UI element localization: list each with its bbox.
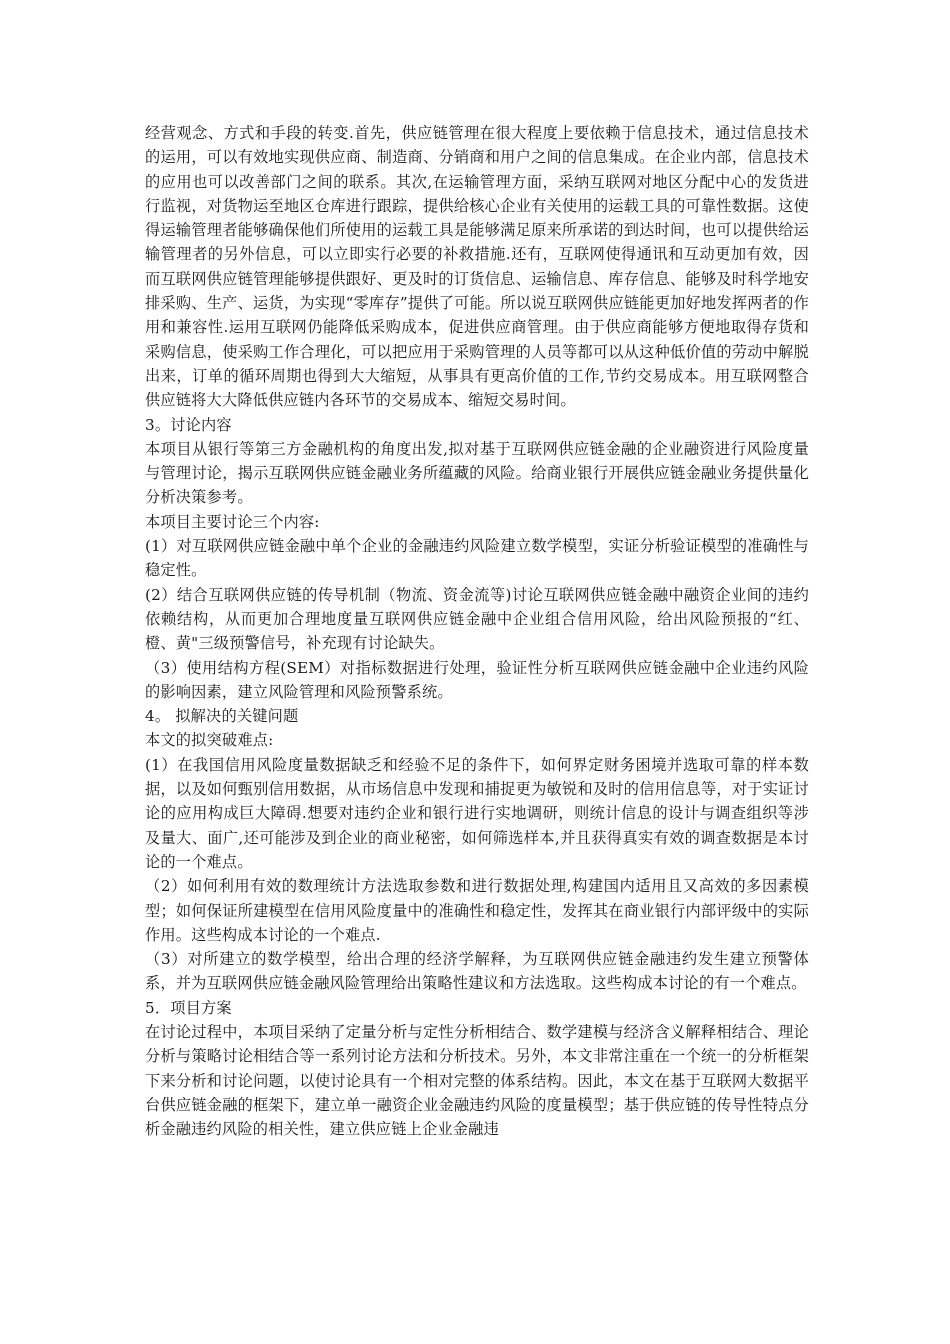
paragraph-difficulty-3: （3）对所建立的数学模型，给出合理的经济学解释，为互联网供应链金融违约发生建立预警体系，并为互联网供应链金融风险管理给出策略性建议和方法选取。这些构成本讨论的有一个难点。 [145,950,809,993]
paragraph-research-scope: 本项目从银行等第三方金融机构的角度出发,拟对基于互联网供应链金融的企业融资进行风险度量与管理讨论，揭示互联网供应链金融业务所蕴藏的风险。给商业银行开展供应链金融业务提供量化分析决策参考。 [145,439,809,507]
paragraph-internet-supply-chain-benefits: 经营观念、方式和手段的转变.首先，供应链管理在很大程度上要依赖于信息技术，通过信息技术的运用，可以有效地实现供应商、制造商、分销商和用户之间的信息集成。在企业内部，信息技术的应用也可以改善部门之间的联系。其次,在运输管理方面，采纳互联网对地区分配中心的发货进行监视，对货物运至地区仓库进行跟踪，提供给核心企业有关使用的运载工具的可靠性数据。这使得运输管理者能够确保他们所使用的运载工具是能够满足原来所承诺的到达时间，也可以提供给运输管理者的另外信息，可以立即实行必要的补救措施.还有，互联网使得通讯和互动更加有效，因而互联网供应链管理能够提供跟好、更及时的订货信息、运输信息、库存信息、能够及时科学地安排采购、生产、运货，为实现“零库存”提供了可能。所以说互联网供应链能更加好地发挥两者的作用和兼容性.运用互联网仍能降低采购成本，促进供应商管理。由于供应商能够方便地取得存货和采购信息，使采购工作合理化，可以把应用于采购管理的人员等都可以从这种低价值的劳动中解脱出来，订单的循环周期也得到大大缩短，从事具有更高价值的工作,节约交易成本。用互联网整合供应链将大大降低供应链内各环节的交易成本、缩短交易时间。 [145,124,809,410]
document-page [145,121,809,1141]
section-heading-4: 4。 拟解决的关键问题 [145,707,299,726]
paragraph-content-item-3: （3）使用结构方程(SEM）对指标数据进行处理，验证性分析互联网供应链金融中企业违约风险的影响因素，建立风险管理和风险预警系统。 [145,658,809,701]
paragraph-difficulties-intro: 本文的拟突破难点: [145,731,274,750]
paragraph-content-item-1: (1）对互联网供应链金融中单个企业的金融违约风险建立数学模型，实证分析验证模型的准确性与稳定性。 [145,537,809,580]
paragraph-three-contents-intro: 本项目主要讨论三个内容: [145,512,320,531]
paragraph-project-plan: 在讨论过程中，本项目采纳了定量分析与定性分析相结合、数学建模与经济含义解释相结合、理论分析与策略讨论相结合等一系列讨论方法和分析技术。另外，本文非常注重在一个统一的分析框架下来分析和讨论问题，以使讨论具有一个相对完整的体系结构。因此，本文在基于互联网大数据平台供应链金融的框架下，建立单一融资企业金融违约风险的度量模型；基于供应链的传导性特点分析金融违约风险的相关性，建立供应链上企业金融违 [145,1022,809,1139]
paragraph-difficulty-1: (1）在我国信用风险度量数据缺乏和经验不足的条件下，如何界定财务困境并选取可靠的样本数据，以及如何甄别信用数据，从市场信息中发现和捕捉更为敏锐和及时的信用信息等，对于实证讨论的应用构成巨大障碍.想要对违约企业和银行进行实地调研，则统计信息的设计与调查组织等涉及量大、面广,还可能涉及到企业的商业秘密，如何筛选样本,并且获得真实有效的调查数据是本讨论的一个难点。 [145,755,809,871]
section-heading-5: 5．项目方案 [145,998,232,1017]
paragraph-content-item-2: (2）结合互联网供应链的传导机制（物流、资金流等)讨论互联网供应链金融中融资企业间的违约依赖结构，从而更加合理地度量互联网供应链金融中企业组合信用风险，给出风险预报的“红、橙、黄"三级预警信号，补充现有讨论缺失。 [145,585,809,653]
section-heading-3: 3。讨论内容 [145,415,232,434]
paragraph-difficulty-2: （2）如何利用有效的数理统计方法选取参数和进行数据处理,构建国内适用且又高效的多因素模型；如何保证所建模型在信用风险度量中的准确性和稳定性，发挥其在商业银行内部评级中的实际作用。这些构成本讨论的一个难点. [145,877,809,944]
